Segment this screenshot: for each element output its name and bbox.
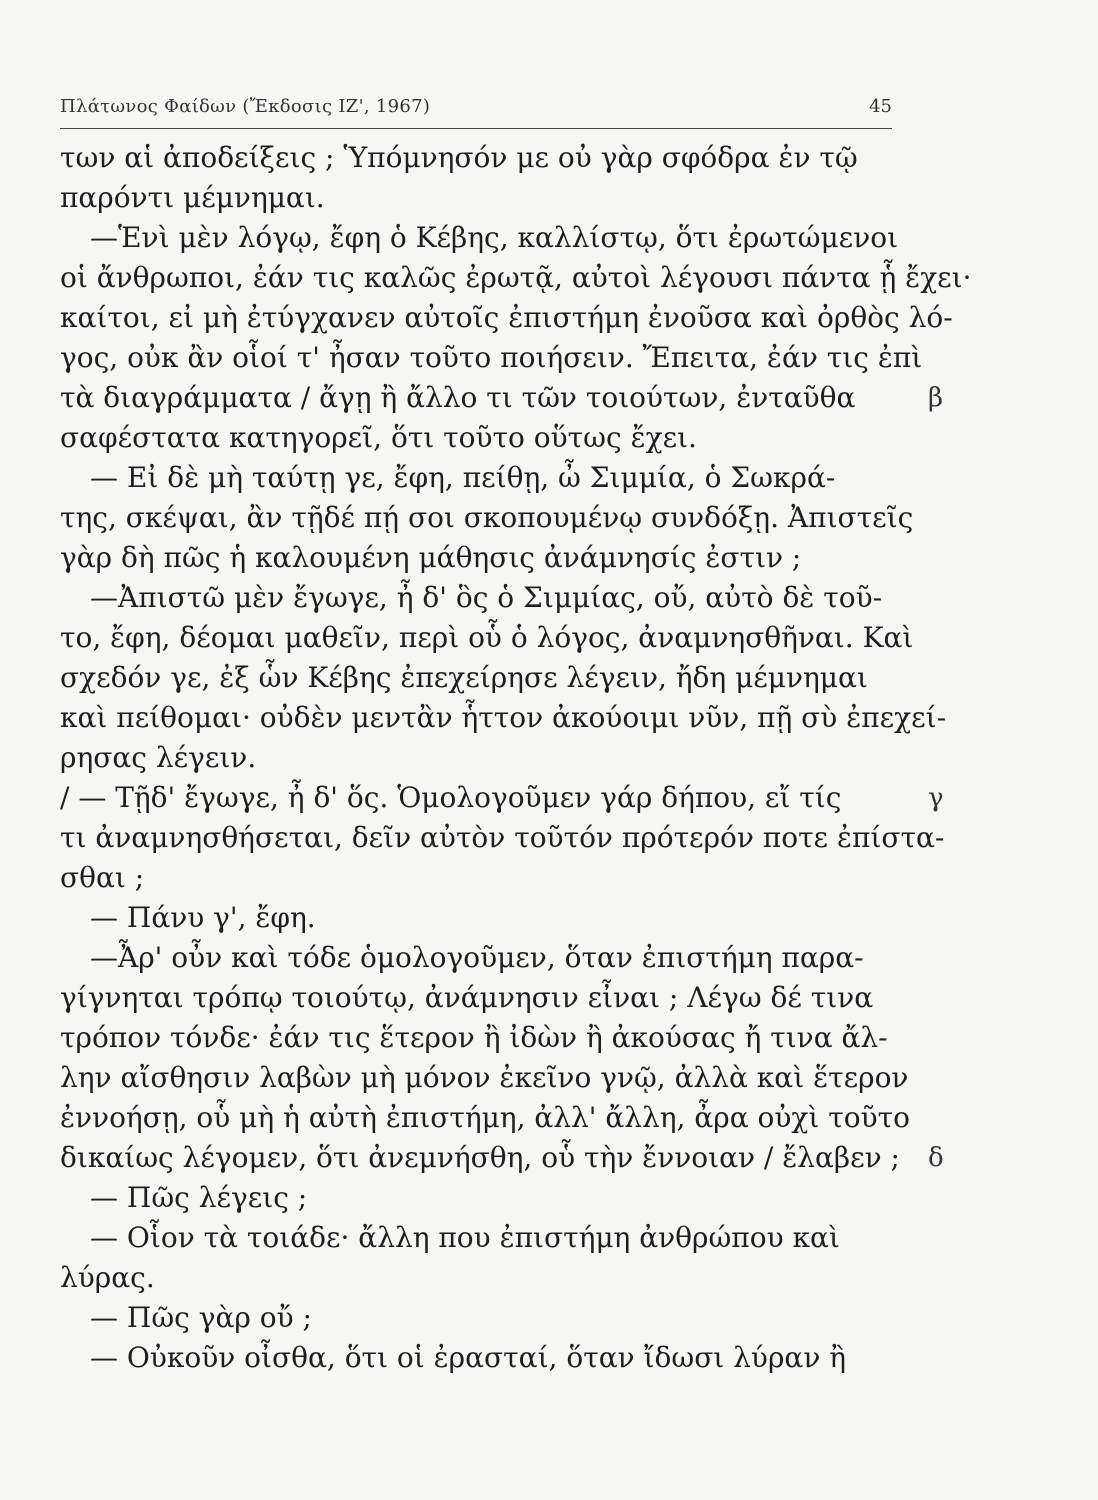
text-line (60, 1218, 890, 1258)
text-line-content: το, ἔφη, δέομαι μαθεῖν, περὶ οὗ ὁ λόγος, ἀναμνησθῆναι. Καὶ (60, 621, 914, 654)
text-line (60, 1298, 890, 1338)
text-line (60, 578, 890, 618)
text-line (60, 498, 914, 538)
text-line (60, 178, 890, 218)
text-line (60, 938, 890, 978)
text-line-content: καίτοι, εἰ μὴ ἐτύγχανεν αὐτοῖς ἐπιστήμη ἐνοῦσα καὶ ὀρθὸς λό- (60, 301, 953, 334)
text-line-content: σθαι ; (60, 861, 145, 894)
text-line-content: — Οἷον τὰ τοιάδε· ἄλλη που ἐπιστήμη ἀνθρώπου καὶ (90, 1221, 840, 1254)
text-line (60, 1098, 910, 1138)
margin-section-marker: δ (928, 1143, 944, 1173)
text-line (60, 1138, 944, 1178)
text-line-content: — Πῶς γὰρ οὔ ; (90, 1301, 312, 1334)
text-line-content: —Ἆρ' οὖν καὶ τόδε ὁμολογοῦμεν, ὅταν ἐπιστήμη παρα- (90, 941, 864, 974)
text-line (60, 338, 923, 378)
text-line-content: γὰρ δὴ πῶς ἡ καλουμένη μάθησις ἀνάμνησίς ἐστιν ; (60, 541, 802, 574)
text-line-content: τὰ διαγράμματα / ἄγῃ ἢ ἄλλο τι τῶν τοιούτων, ἐνταῦθα (60, 381, 856, 414)
text-line-content: των αἱ ἀποδείξεις ; Ὑπόμνησόν με οὐ γὰρ σφόδρα ἐν τῷ (60, 141, 858, 174)
text-line (60, 538, 890, 578)
text-line-content: λύρας. (60, 1261, 155, 1294)
text-line (60, 1338, 890, 1378)
text-line (60, 738, 890, 778)
text-line-content: καὶ πείθομαι· οὐδὲν μεντἂν ἧττον ἀκούοιμι νῦν, πῇ σὺ ἐπεχεί- (60, 701, 947, 734)
text-line (60, 298, 953, 338)
text-line-content: παρόντι μέμνημαι. (60, 181, 325, 214)
text-line-content: λην αἴσθησιν λαβὼν μὴ μόνον ἐκεῖνο γνῷ, ἀλλὰ καὶ ἕτερον (60, 1061, 909, 1094)
text-line-content: / — Τῇδ' ἔγωγε, ἦ δ' ὅς. Ὁμολογοῦμεν γάρ δήπου, εἴ τίς (60, 781, 842, 814)
text-line (60, 898, 890, 938)
text-line-content: — Πάνυ γ', ἔφη. (90, 901, 316, 934)
text-line (60, 138, 890, 178)
text-line (60, 978, 890, 1018)
text-line-content: — Πῶς λέγεις ; (90, 1181, 308, 1214)
text-line (60, 378, 944, 418)
text-line (60, 1178, 890, 1218)
running-header (60, 94, 892, 129)
header-title: Πλάτωνος Φαίδων (Ἔκδοσις ΙΖ', 1967) (60, 96, 431, 117)
text-line-content: γίγνηται τρόπῳ τοιούτῳ, ἀνάμνησιν εἶναι ; Λέγω δέ τινα (60, 981, 874, 1014)
text-line-content: ρησας λέγειν. (60, 741, 257, 774)
text-line-content: τι ἀναμνησθήσεται, δεῖν αὐτὸν τοῦτόν πρότερόν ποτε ἐπίστα- (60, 821, 945, 854)
text-line (60, 1018, 890, 1058)
text-line (60, 1258, 890, 1298)
text-line (60, 218, 899, 258)
text-line (60, 658, 890, 698)
margin-section-marker: β (928, 383, 944, 413)
text-line (60, 1058, 909, 1098)
text-line (60, 858, 890, 898)
text-line (60, 418, 890, 458)
text-line-content: ἐννοήσῃ, οὗ μὴ ἡ αὐτὴ ἐπιστήμη, ἀλλ' ἄλλη, ἆρα οὐχὶ τοῦτο (60, 1101, 910, 1134)
text-line-content: της, σκέψαι, ἂν τῇδέ πῄ σοι σκοπουμένῳ συνδόξῃ. Ἀπιστεῖς (60, 501, 914, 534)
text-line-content: τρόπον τόνδε· ἐάν τις ἕτερον ἢ ἰδὼν ἢ ἀκούσας ἤ τινα ἄλ- (60, 1021, 888, 1054)
text-line-content: σαφέστατα κατηγορεῖ, ὅτι τοῦτο οὕτως ἔχει. (60, 421, 697, 454)
margin-section-marker: γ (928, 783, 944, 813)
text-line-content: —Ἀπιστῶ μὲν ἔγωγε, ἦ δ' ὃς ὁ Σιμμίας, οὔ, αὐτὸ δὲ τοῦ- (90, 581, 883, 614)
text-line (60, 458, 890, 498)
text-line (60, 778, 944, 818)
text-line (60, 258, 972, 298)
text-line (60, 618, 914, 658)
page-number: 45 (869, 96, 892, 117)
text-line-content: οἱ ἄνθρωποι, ἐάν τις καλῶς ἐρωτᾷ, αὐτοὶ λέγουσι πάντα ᾗ ἔχει· (60, 261, 972, 294)
text-line-content: δικαίως λέγομεν, ὅτι ἀνεμνήσθη, οὗ τὴν ἔννοιαν / ἔλαβεν ; (60, 1141, 900, 1174)
text-line-content: σχεδόν γε, ἐξ ὧν Κέβης ἐπεχείρησε λέγειν, ἤδη μέμνημαι (60, 661, 868, 694)
text-line (60, 698, 947, 738)
text-line-content: — Εἰ δὲ μὴ ταύτῃ γε, ἔφη, πείθῃ, ὦ Σιμμία, ὁ Σωκρά- (90, 461, 836, 494)
text-line-content: γος, οὐκ ἂν οἷοί τ' ἦσαν τοῦτο ποιήσειν. Ἔπειτα, ἐάν τις ἐπὶ (60, 341, 923, 374)
text-line-content: —Ἑνὶ μὲν λόγῳ, ἔφη ὁ Κέβης, καλλίστῳ, ὅτι ἐρωτώμενοι (90, 221, 899, 254)
greek-text-body (60, 138, 972, 1378)
text-line-content: — Οὐκοῦν οἶσθα, ὅτι οἱ ἐρασταί, ὅταν ἴδωσι λύραν ἢ (90, 1341, 847, 1374)
text-line (60, 818, 945, 858)
